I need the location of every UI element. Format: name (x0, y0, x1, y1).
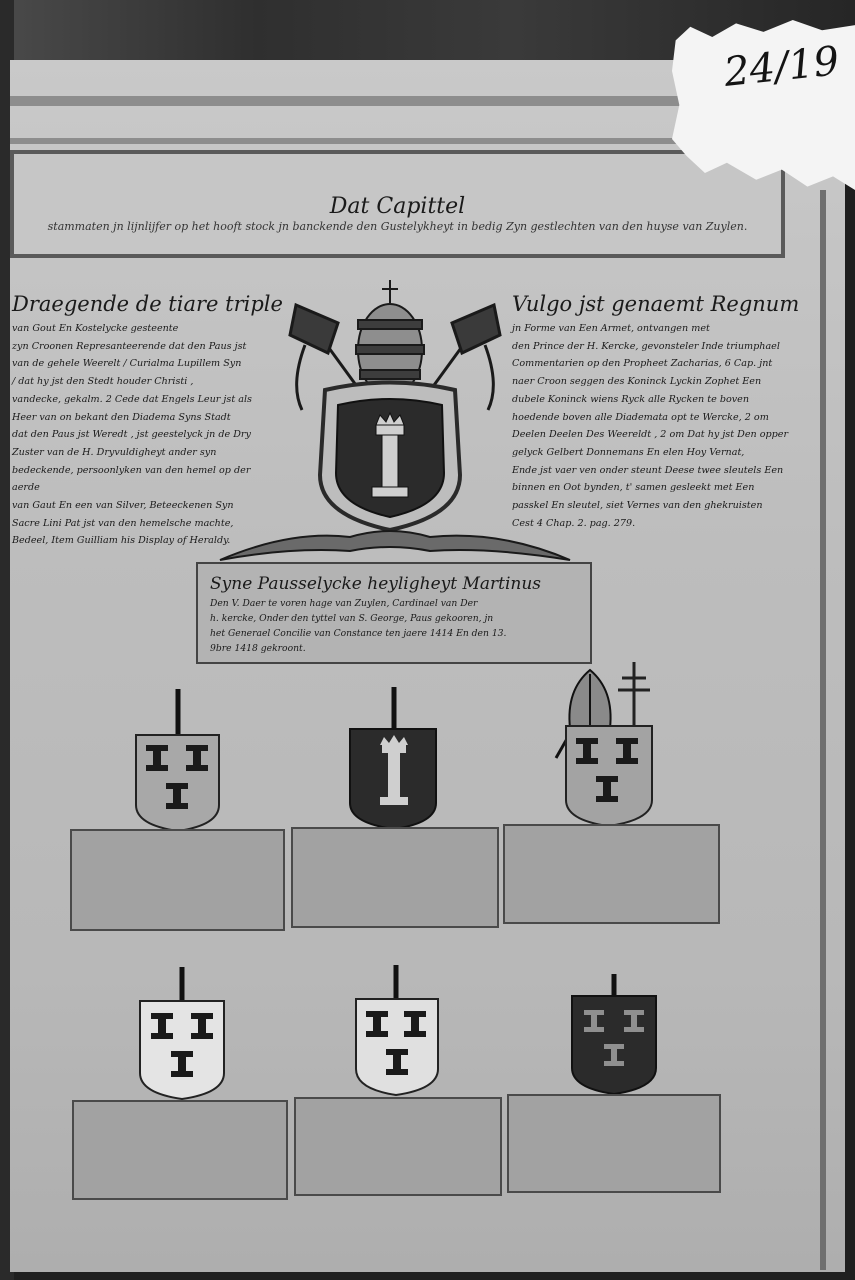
three-crosses-shield-icon (130, 685, 225, 833)
text-line: / dat hy jst den Stedt houder Christi , (12, 376, 194, 388)
three-crosses-shield-icon (352, 961, 442, 1099)
text-line: h. kercke, Onder den tyttel van S. George, Paus gekooren, jn (210, 613, 494, 624)
text-line: naer Croon seggen des Koninck Lyckin Zophet Een (512, 376, 762, 388)
decorative-band (10, 138, 780, 144)
text-line: Heer van on bekant den Diadema Syns Stadt (12, 411, 231, 423)
blank-label-box (72, 1100, 288, 1200)
pope-inscription-heading: Syne Pausselycke heyligheyt Martinus (210, 574, 542, 594)
blank-label-box (507, 1094, 721, 1193)
text-line: Zuster van de H. Dryvuldigheyt ander syn (12, 446, 217, 458)
blank-label-box (503, 824, 720, 924)
decorative-band (10, 96, 780, 106)
blank-label-box (294, 1097, 502, 1196)
patriarchal-cross-icon (618, 662, 650, 726)
column-shield-icon (346, 683, 441, 831)
header-title: Dat Capittel (329, 194, 466, 219)
text-line: den Prince der H. Kercke, gevonsteler Inde triumphael (512, 340, 780, 352)
text-line: Sacre Lini Pat jst van den hemelsche machte, (12, 517, 234, 529)
text-line: binnen en Oot bynden, t' samen gesleekt met Een (512, 482, 755, 494)
right-border-rule (820, 190, 826, 1270)
dark-crosses-shield-icon (568, 972, 660, 1096)
text-line: van Gaut En een van Silver, Beteeckenen Syn (12, 500, 234, 512)
text-line: Cest 4 Chap. 2. pag. 279. (512, 517, 636, 529)
tag-number: 24/19 (721, 38, 842, 96)
left-column-heading: Draegende de tiare triple (12, 292, 283, 316)
text-line: van de gehele Weerelt / Curialma Lupillem Syn (12, 358, 242, 370)
text-line: 9bre 1418 gekroont. (210, 643, 306, 654)
text-line: bedeckende, persoonlyken van den hemel op der aerde (12, 464, 251, 494)
text-line: Den V. Daer te voren hage van Zuylen, Cardinael van Der (210, 598, 478, 609)
three-crosses-shield-icon (135, 963, 230, 1103)
text-line: Commentarien op den Propheet Zacharias, 6 Cap. jnt (512, 358, 773, 370)
text-line: Deelen Deelen Des Weereldt , 2 om Dat hy jst Den opper (512, 429, 789, 441)
blank-label-box (291, 827, 499, 928)
text-line: Bedeel, Item Guilliam his Display of Heraldy. (12, 535, 231, 547)
text-line: jn Forme van Een Armet, ontvangen met (512, 323, 710, 334)
pope-inscription-body (210, 596, 578, 656)
text-line: zyn Croonen Represanteerende dat den Paus jst (12, 340, 247, 352)
text-line: passkel En sleutel, siet Vernes van den ghekruisten (512, 500, 763, 512)
text-line: dat den Paus jst Weredt , jst geestelyck jn de Dry (12, 429, 251, 441)
text-line: gelyck Gelbert Donnemans En elen Hoy Vernat, (512, 446, 745, 458)
text-line: dubele Koninck wiens Ryck alle Rycken te boven (512, 393, 750, 405)
right-column-heading: Vulgo jst genaemt Regnum (512, 292, 800, 316)
text-line: Ende jst vaer ven onder steunt Deese twee sleutels Een (512, 464, 784, 476)
text-line: vandecke, gekalm. 2 Cede dat Engels Leur jst als (12, 393, 252, 405)
papal-tiara-crossed-keys-coat-of-arms-icon (210, 275, 580, 565)
text-line: hoedende boven alle Diademata opt te Wercke, 2 om (512, 411, 769, 423)
text-line: van Gout En Kostelycke gesteente (12, 323, 179, 334)
header-subtitle: stammaten jn lijnlijfer op het hooft stock jn banckende den Gustelykheyt in bedig Zyn gestlechten van den huyse van Zuylen. (47, 220, 748, 233)
text-line: het Generael Concilie van Constance ten jaere 1414 En den 13. (210, 628, 507, 639)
blank-label-box (70, 829, 285, 931)
header-panel (10, 150, 785, 258)
three-crosses-shield-with-mitre-icon (548, 660, 663, 830)
pope-inscription-box (196, 562, 592, 664)
